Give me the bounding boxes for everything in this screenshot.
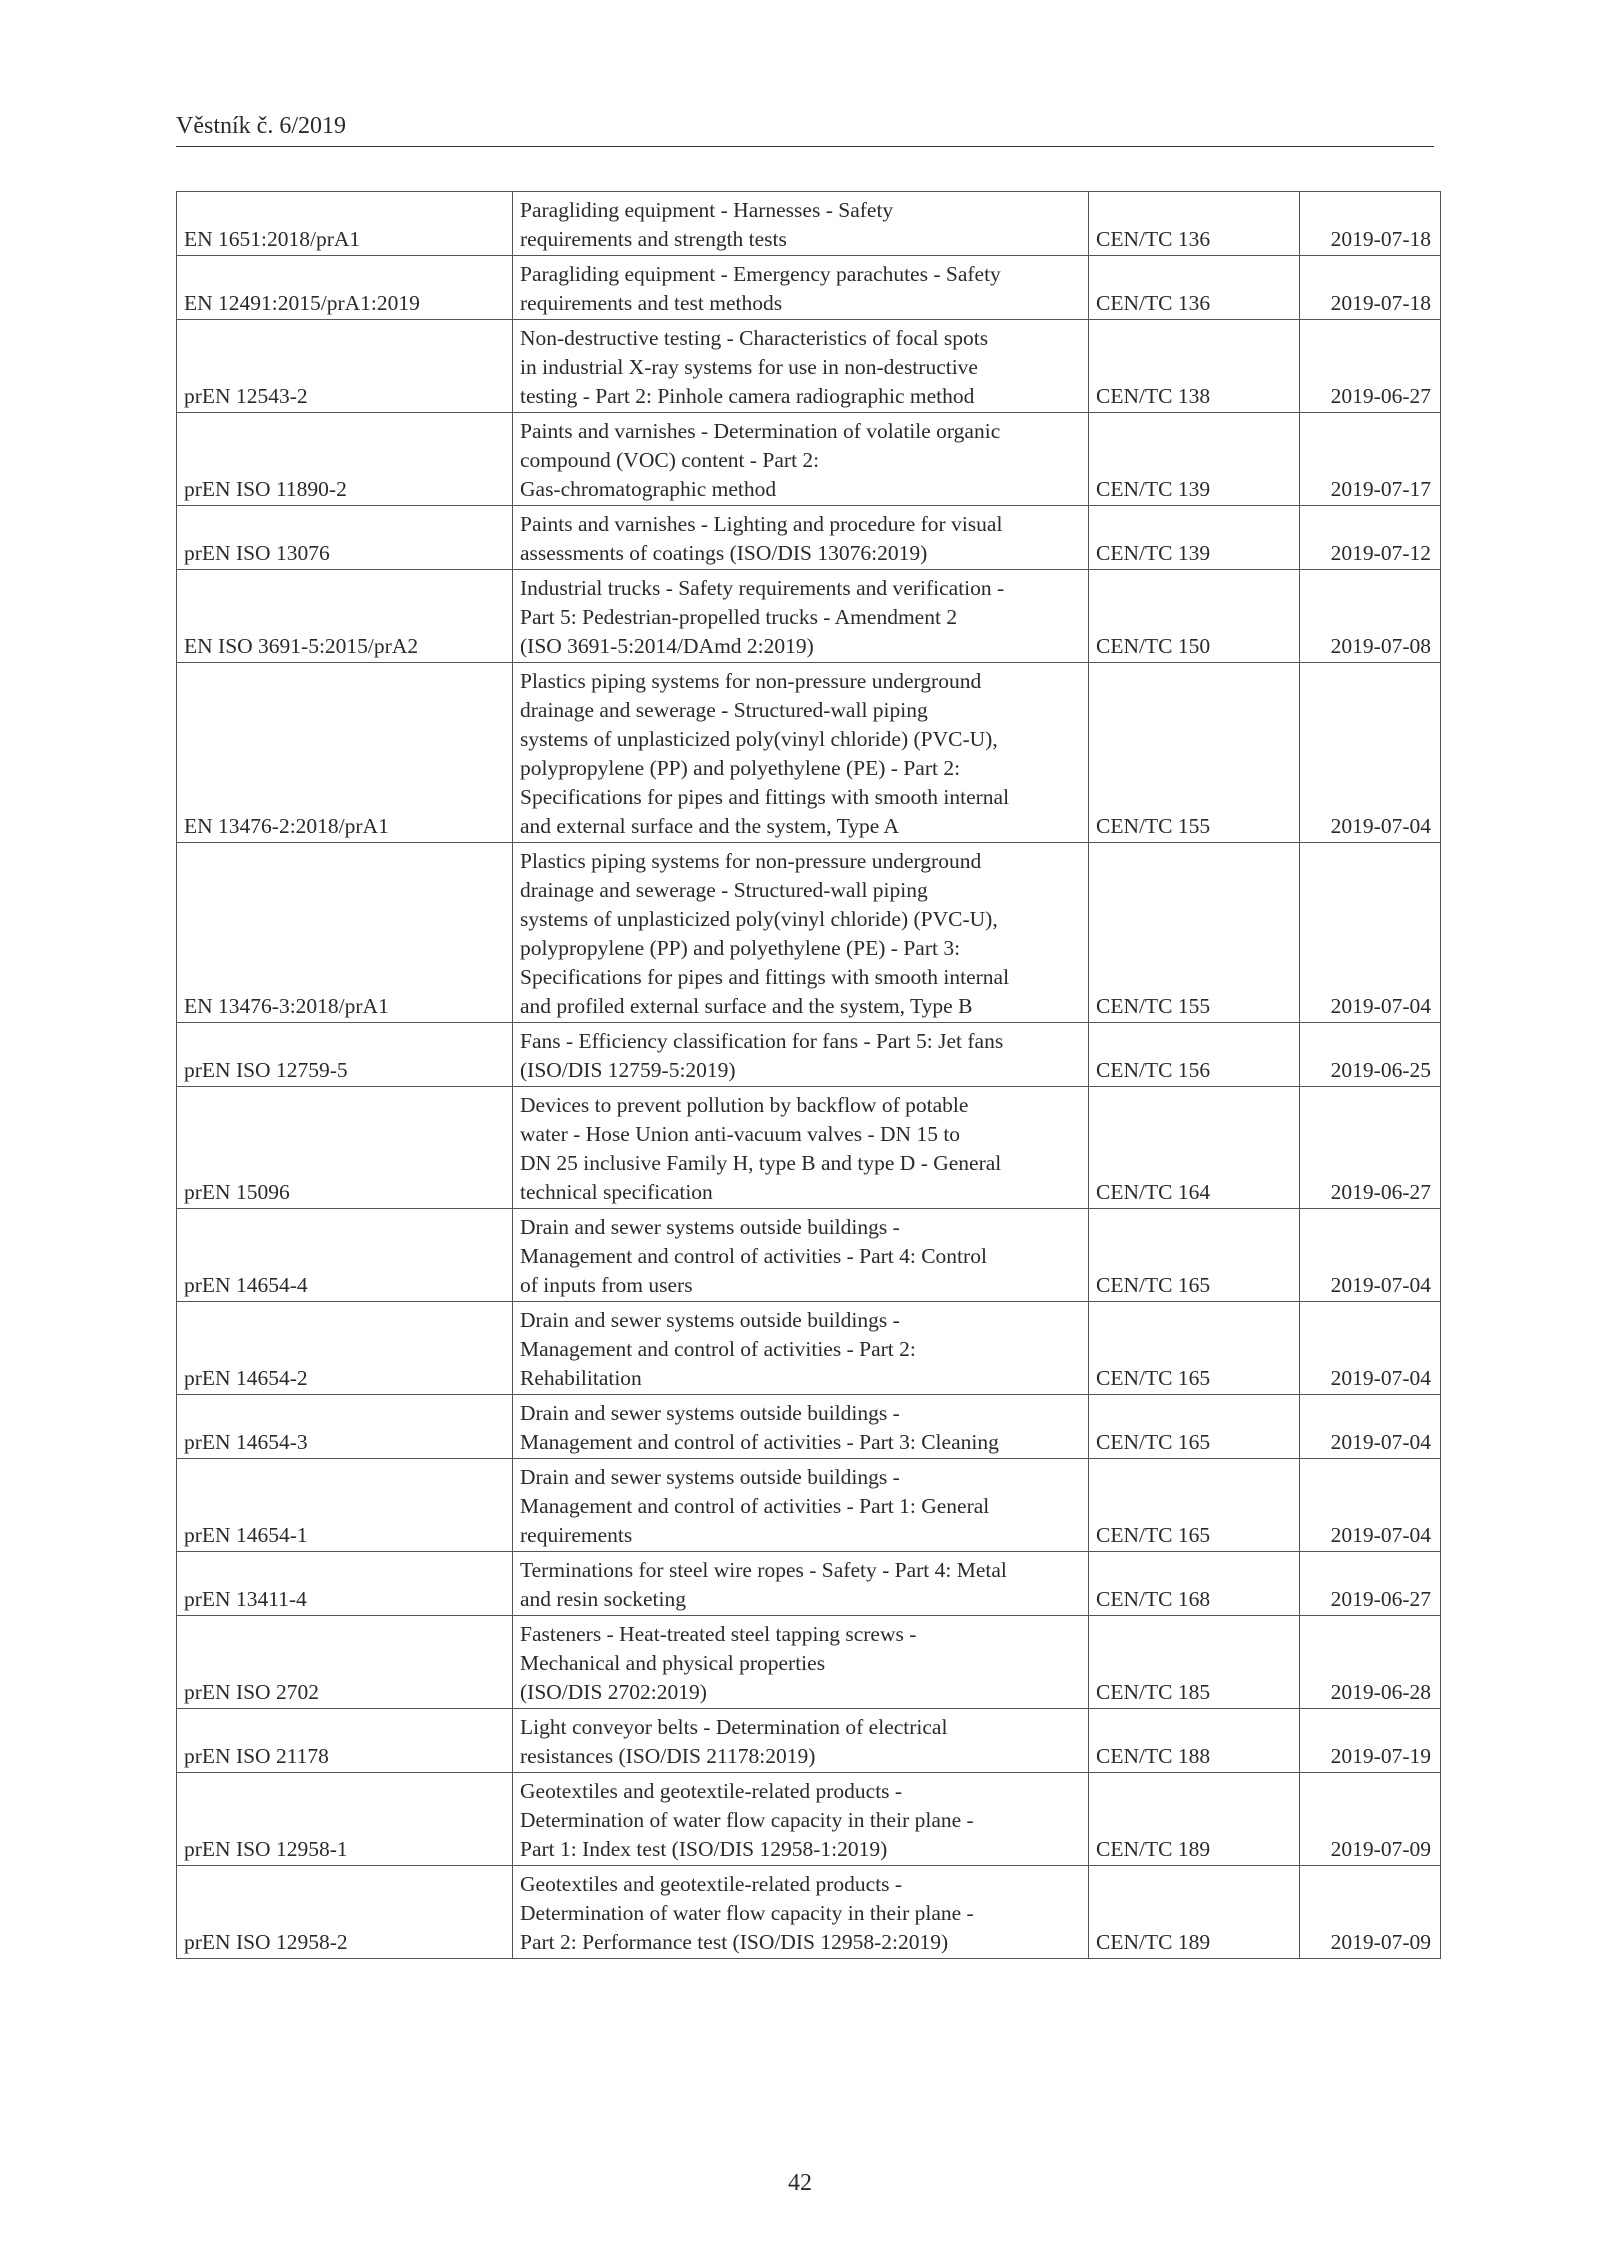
standard-code: prEN 13411-4 [177,1552,513,1616]
deadline-date: 2019-06-25 [1300,1023,1441,1087]
standard-title: Paints and varnishes - Determination of volatile organic compound (VOC) content - Part 2: Gas-chromatographic method [513,413,1089,506]
technical-committee: CEN/TC 168 [1089,1552,1300,1616]
table-row [177,506,1441,570]
standard-code: prEN 14654-3 [177,1395,513,1459]
standard-code: EN ISO 3691-5:2015/prA2 [177,570,513,663]
deadline-date: 2019-06-27 [1300,1552,1441,1616]
table-row [177,320,1441,413]
table-row [177,1552,1441,1616]
technical-committee: CEN/TC 136 [1089,192,1300,256]
deadline-date: 2019-07-09 [1300,1773,1441,1866]
technical-committee: CEN/TC 164 [1089,1087,1300,1209]
technical-committee: CEN/TC 185 [1089,1616,1300,1709]
standard-title: Terminations for steel wire ropes - Safety - Part 4: Metal and resin socketing [513,1552,1089,1616]
standard-title: Geotextiles and geotextile-related products - Determination of water flow capacity in their plane - Part 1: Index test (ISO/DIS 12958-1:2019) [513,1773,1089,1866]
standard-code: EN 13476-2:2018/prA1 [177,663,513,843]
technical-committee: CEN/TC 189 [1089,1773,1300,1866]
standard-title: Industrial trucks - Safety requirements and verification - Part 5: Pedestrian-propelled trucks - Amendment 2 (ISO 3691-5:2014/DAmd 2:2019) [513,570,1089,663]
standard-code: prEN ISO 12759-5 [177,1023,513,1087]
deadline-date: 2019-06-27 [1300,1087,1441,1209]
standard-title: Drain and sewer systems outside buildings - Management and control of activities - Part 2: Rehabilitation [513,1302,1089,1395]
standard-code: prEN 14654-2 [177,1302,513,1395]
standard-code: prEN ISO 12958-1 [177,1773,513,1866]
table-row [177,1866,1441,1959]
standard-code: EN 12491:2015/prA1:2019 [177,256,513,320]
journal-title: Věstník č. 6/2019 [176,113,346,139]
table-row [177,843,1441,1023]
standard-title: Drain and sewer systems outside buildings - Management and control of activities - Part 4: Control of inputs from users [513,1209,1089,1302]
standard-title: Devices to prevent pollution by backflow of potable water - Hose Union anti-vacuum valves - DN 15 to DN 25 inclusive Family H, type B and type D - General technical specification [513,1087,1089,1209]
standard-title: Geotextiles and geotextile-related products - Determination of water flow capacity in their plane - Part 2: Performance test (ISO/DIS 12958-2:2019) [513,1866,1089,1959]
table-row [177,1616,1441,1709]
standard-code: EN 1651:2018/prA1 [177,192,513,256]
deadline-date: 2019-06-28 [1300,1616,1441,1709]
table-row [177,256,1441,320]
technical-committee: CEN/TC 150 [1089,570,1300,663]
standard-code: prEN 12543-2 [177,320,513,413]
standard-title: Plastics piping systems for non-pressure underground drainage and sewerage - Structured-wall piping systems of unplasticized poly(vinyl chloride) (PVC-U), polypropylene (PP) and polyethylene (PE) - Part 2: Specifications for pipes and fittings with smooth internal and external surface and the system, Type A [513,663,1089,843]
page-number: 42 [788,2170,812,2196]
standard-title: Paints and varnishes - Lighting and procedure for visual assessments of coatings (ISO/DIS 13076:2019) [513,506,1089,570]
deadline-date: 2019-06-27 [1300,320,1441,413]
deadline-date: 2019-07-12 [1300,506,1441,570]
table-row [177,1209,1441,1302]
standards-table [176,191,1441,1959]
standard-code: prEN ISO 13076 [177,506,513,570]
technical-committee: CEN/TC 165 [1089,1459,1300,1552]
page-header [176,112,1434,147]
table-row [177,1023,1441,1087]
technical-committee: CEN/TC 139 [1089,413,1300,506]
table-row [177,1302,1441,1395]
deadline-date: 2019-07-04 [1300,663,1441,843]
standard-code: prEN 14654-4 [177,1209,513,1302]
technical-committee: CEN/TC 155 [1089,663,1300,843]
standard-title: Non-destructive testing - Characteristics of focal spots in industrial X-ray systems for use in non-destructive testing - Part 2: Pinhole camera radiographic method [513,320,1089,413]
technical-committee: CEN/TC 165 [1089,1395,1300,1459]
technical-committee: CEN/TC 156 [1089,1023,1300,1087]
standard-code: prEN 14654-1 [177,1459,513,1552]
table-row [177,1087,1441,1209]
standard-title: Fasteners - Heat-treated steel tapping screws - Mechanical and physical properties (ISO/DIS 2702:2019) [513,1616,1089,1709]
page-footer [0,2170,1600,2197]
deadline-date: 2019-07-18 [1300,192,1441,256]
technical-committee: CEN/TC 136 [1089,256,1300,320]
standard-code: prEN 15096 [177,1087,513,1209]
standard-title: Light conveyor belts - Determination of electrical resistances (ISO/DIS 21178:2019) [513,1709,1089,1773]
deadline-date: 2019-07-19 [1300,1709,1441,1773]
table-row [177,192,1441,256]
table-row [177,413,1441,506]
standard-code: prEN ISO 2702 [177,1616,513,1709]
table-row [177,1709,1441,1773]
deadline-date: 2019-07-04 [1300,1459,1441,1552]
table-row [177,570,1441,663]
deadline-date: 2019-07-09 [1300,1866,1441,1959]
deadline-date: 2019-07-04 [1300,1395,1441,1459]
table-row [177,1773,1441,1866]
technical-committee: CEN/TC 165 [1089,1302,1300,1395]
standard-title: Drain and sewer systems outside buildings - Management and control of activities - Part 3: Cleaning [513,1395,1089,1459]
standard-code: EN 13476-3:2018/prA1 [177,843,513,1023]
deadline-date: 2019-07-04 [1300,843,1441,1023]
standard-title: Plastics piping systems for non-pressure underground drainage and sewerage - Structured-wall piping systems of unplasticized poly(vinyl chloride) (PVC-U), polypropylene (PP) and polyethylene (PE) - Part 3: Specifications for pipes and fittings with smooth internal and profiled external surface and the system, Type B [513,843,1089,1023]
technical-committee: CEN/TC 188 [1089,1709,1300,1773]
standard-code: prEN ISO 12958-2 [177,1866,513,1959]
standard-code: prEN ISO 21178 [177,1709,513,1773]
table-row [177,1395,1441,1459]
deadline-date: 2019-07-08 [1300,570,1441,663]
standard-title: Drain and sewer systems outside buildings - Management and control of activities - Part 1: General requirements [513,1459,1089,1552]
standard-code: prEN ISO 11890-2 [177,413,513,506]
deadline-date: 2019-07-17 [1300,413,1441,506]
technical-committee: CEN/TC 155 [1089,843,1300,1023]
deadline-date: 2019-07-04 [1300,1209,1441,1302]
table-row [177,663,1441,843]
technical-committee: CEN/TC 138 [1089,320,1300,413]
deadline-date: 2019-07-04 [1300,1302,1441,1395]
table-row [177,1459,1441,1552]
standard-title: Paragliding equipment - Harnesses - Safety requirements and strength tests [513,192,1089,256]
standard-title: Fans - Efficiency classification for fans - Part 5: Jet fans (ISO/DIS 12759-5:2019) [513,1023,1089,1087]
standard-title: Paragliding equipment - Emergency parachutes - Safety requirements and test methods [513,256,1089,320]
technical-committee: CEN/TC 139 [1089,506,1300,570]
standards-table-body [177,192,1441,1959]
technical-committee: CEN/TC 189 [1089,1866,1300,1959]
deadline-date: 2019-07-18 [1300,256,1441,320]
technical-committee: CEN/TC 165 [1089,1209,1300,1302]
